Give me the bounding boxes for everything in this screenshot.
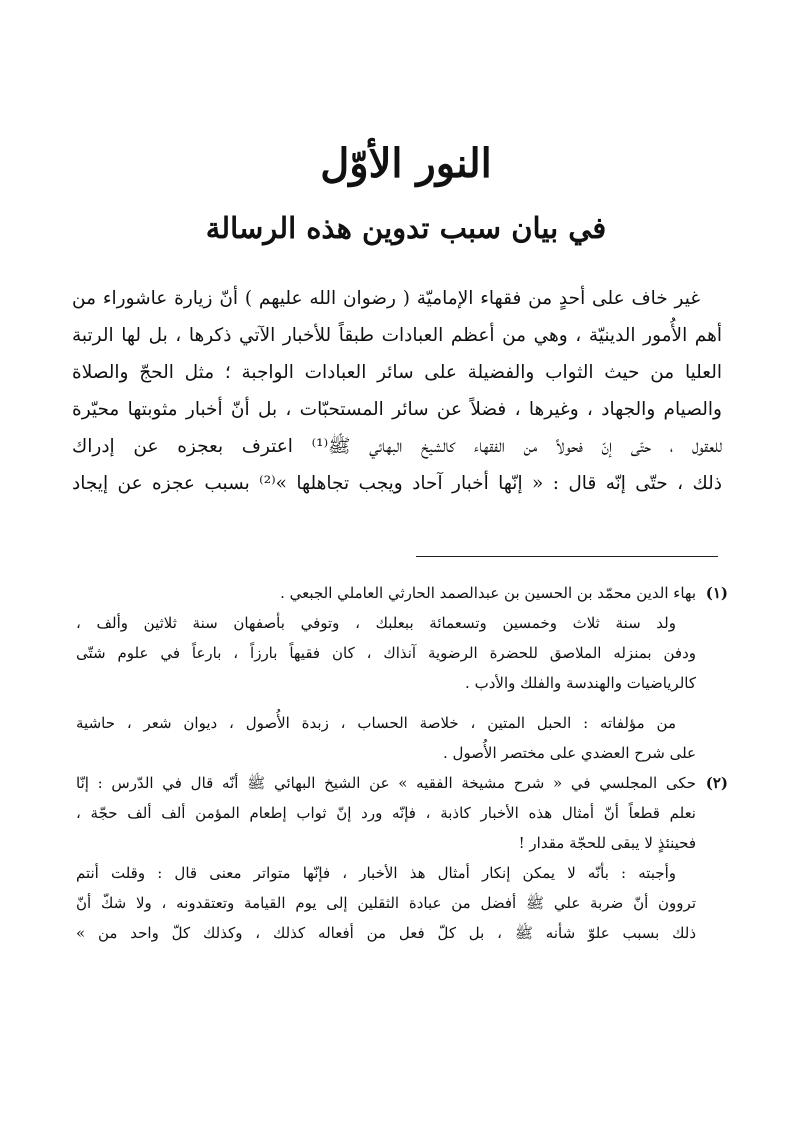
footnote-2-line: فحينئذٍ لا يبقى للحجّة مقدار ! bbox=[518, 834, 696, 852]
chapter-title: النور الأوّل bbox=[320, 140, 492, 187]
footnote-2-line: نعلم قطعاً أنّ أمثال هذه الأخبار كاذبة ، فإنّه ورد إنّ ثواب إطعام المؤمن ألف ألف حجّة ، bbox=[76, 804, 696, 822]
footnote-2-number: (٢) bbox=[705, 774, 728, 792]
footnote-separator bbox=[416, 556, 718, 557]
footnote-1-text: بهاء الدين محمّد بن الحسين بن عبدالصمد الحارثي العاملي الجبعي . bbox=[280, 584, 696, 602]
footnotes bbox=[76, 578, 728, 948]
footnote-2-line bbox=[76, 768, 728, 798]
body-line: للعقول ، حتّى إنّ فحولاً من الفقهاء كالشيخ البهائي ﷺ⁽¹⁾ اعترف بعجزه عن إدراك bbox=[72, 436, 722, 457]
body-line: ذلك ، حتّى إنّه قال : « إنّها أخبار آحاد ويجب تجاهلها »⁽²⁾ بسبب عجزه عن إيجاد bbox=[72, 473, 722, 494]
body-line: والصيام والجهاد ، وغيرها ، فضلاً عن سائر المستحبّات ، بل أنّ أخبار مثوبتها محيّرة bbox=[72, 399, 722, 420]
footnote-1-line: على شرح العضدي على مختصر الأُصول . bbox=[443, 744, 696, 762]
footnote-1-line: من مؤلفاته : الحبل المتين ، خلاصة الحساب ، زبدة الأُصول ، ديوان شعر ، حاشية bbox=[76, 714, 676, 732]
footnote-2-line: ذلك بسبب علوّ شأنه ﷺ ، بل كلّ فعل من أفعاله كذلك ، وكذلك كلّ واحد من » bbox=[76, 924, 696, 942]
body-line: العليا من حيث الثواب والفضيلة على سائر العبادات الواجبة ؛ مثل الحجّ والصلاة bbox=[72, 362, 722, 383]
footnote-2-line: تروون أنّ ضربة علي ﷺ أفضل من عبادة الثقلين إلى يوم القيامة وتعتقدونه ، ولا شكّ أنّ bbox=[76, 894, 696, 912]
footnote-1-line: ودفن بمنزله الملاصق للحضرة الرضوية آنذاك ، كان فقيهاً بارزاً ، بارعاً في علوم شتّى bbox=[76, 644, 696, 662]
body-line: أهم الأُمور الدينيّة ، وهي من أعظم العبادات طبقاً للأخبار الآتي ذكرها ، بل لها الرتبة bbox=[72, 325, 722, 346]
footnote-gap bbox=[76, 698, 728, 708]
footnote-1-line bbox=[76, 578, 728, 608]
footnote-1-line: كالرياضيات والهندسة والفلك والأدب . bbox=[465, 674, 696, 692]
main-paragraph bbox=[72, 280, 722, 502]
footnote-2-line: وأجبته : بأنّه لا يمكن إنكار أمثال هذ الأخبار ، فإنّها متواتر معنى قال : وقلت أنتم bbox=[76, 864, 676, 882]
footnote-1-number: (١) bbox=[705, 584, 728, 602]
body-line: غير خاف على أحدٍ من فقهاء الإماميّة ( رضوان الله عليهم ) أنّ زيارة عاشوراء من bbox=[72, 288, 700, 309]
chapter-subtitle: في بيان سبب تدوين هذه الرسالة bbox=[205, 211, 607, 245]
footnote-2-text: حكى المجلسي في « شرح مشيخة الفقيه » عن الشيخ البهائي ﷺ أنّه قال في الدّرس : إنّا bbox=[76, 774, 696, 792]
footnote-1-line: ولد سنة ثلاث وخمسين وتسعمائة ببعلبك ، وتوفي بأصفهان سنة ثلاثين وألف ، bbox=[76, 614, 676, 632]
